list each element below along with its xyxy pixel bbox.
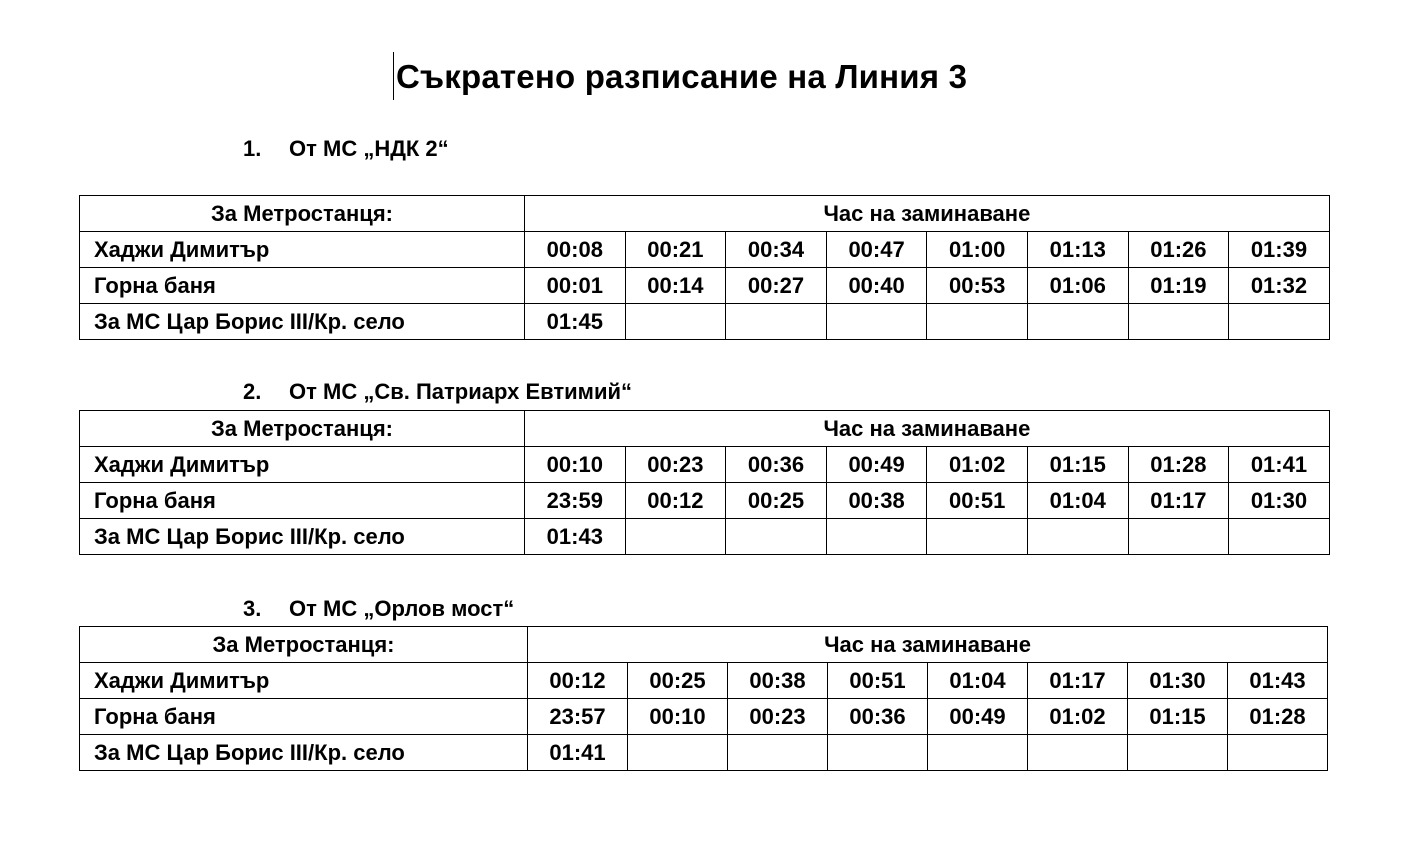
- time-cell: 00:12: [528, 663, 628, 699]
- time-cell: 00:27: [726, 268, 827, 304]
- time-cell: 00:10: [525, 447, 626, 483]
- table-header-row: [80, 196, 1330, 232]
- time-cell: 00:23: [625, 447, 726, 483]
- section-number: 1.: [243, 136, 262, 161]
- station-cell: Хаджи Димитър: [80, 447, 525, 483]
- header-times-cell: Час на заминаване: [525, 196, 1330, 232]
- time-cell: 00:08: [525, 232, 626, 268]
- time-cell: 01:41: [528, 735, 628, 771]
- station-cell: За МС Цар Борис III/Кр. село: [80, 735, 528, 771]
- time-cell: 00:40: [826, 268, 927, 304]
- station-cell: Горна баня: [80, 268, 525, 304]
- time-cell: 01:17: [1028, 663, 1128, 699]
- time-cell: [928, 735, 1028, 771]
- time-cell: 00:38: [826, 483, 927, 519]
- station-cell: Хаджи Димитър: [80, 232, 525, 268]
- table-row: [80, 699, 1328, 735]
- time-cell: 00:21: [625, 232, 726, 268]
- time-cell: 00:51: [828, 663, 928, 699]
- time-cell: [726, 304, 827, 340]
- time-cell: [927, 304, 1028, 340]
- table-row: [80, 232, 1330, 268]
- time-cell: 00:10: [628, 699, 728, 735]
- time-cell: 01:43: [1228, 663, 1328, 699]
- time-cell: [826, 519, 927, 555]
- time-cell: 01:43: [525, 519, 626, 555]
- time-cell: 01:28: [1128, 447, 1229, 483]
- time-cell: [625, 304, 726, 340]
- time-cell: 01:17: [1128, 483, 1229, 519]
- time-cell: [1128, 519, 1229, 555]
- time-cell: 00:25: [726, 483, 827, 519]
- table-row: [80, 519, 1330, 555]
- header-station-cell: За Метростанця:: [80, 411, 525, 447]
- schedule-table-3: [79, 626, 1328, 771]
- time-cell: 01:04: [928, 663, 1028, 699]
- schedule-table-2: [79, 410, 1330, 555]
- table-row: [80, 268, 1330, 304]
- time-cell: [1027, 519, 1128, 555]
- section-number: 3.: [243, 596, 262, 621]
- time-cell: 00:25: [628, 663, 728, 699]
- time-cell: 01:02: [1028, 699, 1128, 735]
- header-station-cell: За Метростанця:: [80, 627, 528, 663]
- time-cell: [826, 304, 927, 340]
- time-cell: [1229, 304, 1330, 340]
- time-cell: 23:57: [528, 699, 628, 735]
- time-cell: [1028, 735, 1128, 771]
- time-cell: [1228, 735, 1328, 771]
- time-cell: 01:26: [1128, 232, 1229, 268]
- time-cell: 01:00: [927, 232, 1028, 268]
- time-cell: 01:13: [1027, 232, 1128, 268]
- text-cursor: [393, 52, 394, 100]
- time-cell: 00:01: [525, 268, 626, 304]
- station-cell: Хаджи Димитър: [80, 663, 528, 699]
- time-cell: [927, 519, 1028, 555]
- time-cell: 00:34: [726, 232, 827, 268]
- time-cell: [726, 519, 827, 555]
- time-cell: 00:49: [928, 699, 1028, 735]
- section-heading-1: [243, 136, 449, 162]
- time-cell: 01:30: [1229, 483, 1330, 519]
- section-heading-3: [243, 596, 514, 622]
- time-cell: 01:15: [1027, 447, 1128, 483]
- time-cell: 01:28: [1228, 699, 1328, 735]
- time-cell: 00:49: [826, 447, 927, 483]
- schedule-table-1: [79, 195, 1330, 340]
- header-times-cell: Час на заминаване: [525, 411, 1330, 447]
- section-title: От МС „Св. Патриарх Евтимий“: [289, 379, 633, 404]
- time-cell: 01:30: [1128, 663, 1228, 699]
- section-title: От МС „НДК 2“: [289, 136, 449, 161]
- time-cell: 00:38: [728, 663, 828, 699]
- time-cell: [1128, 304, 1229, 340]
- time-cell: [625, 519, 726, 555]
- header-station-cell: За Метростанця:: [80, 196, 525, 232]
- table-row: [80, 447, 1330, 483]
- time-cell: 00:12: [625, 483, 726, 519]
- section-title: От МС „Орлов мост“: [289, 596, 515, 621]
- time-cell: 00:36: [726, 447, 827, 483]
- station-cell: Горна баня: [80, 483, 525, 519]
- time-cell: [1229, 519, 1330, 555]
- time-cell: [1128, 735, 1228, 771]
- time-cell: [1027, 304, 1128, 340]
- time-cell: [728, 735, 828, 771]
- time-cell: 00:14: [625, 268, 726, 304]
- time-cell: 00:47: [826, 232, 927, 268]
- time-cell: 01:19: [1128, 268, 1229, 304]
- time-cell: 00:23: [728, 699, 828, 735]
- table-row: [80, 663, 1328, 699]
- time-cell: 01:15: [1128, 699, 1228, 735]
- time-cell: 00:51: [927, 483, 1028, 519]
- time-cell: 01:41: [1229, 447, 1330, 483]
- time-cell: 01:06: [1027, 268, 1128, 304]
- section-heading-2: [243, 379, 632, 405]
- time-cell: 00:53: [927, 268, 1028, 304]
- station-cell: За МС Цар Борис III/Кр. село: [80, 519, 525, 555]
- time-cell: 01:02: [927, 447, 1028, 483]
- time-cell: 01:39: [1229, 232, 1330, 268]
- document-title: Съкратено разписание на Линия 3: [396, 58, 968, 95]
- table-header-row: [80, 627, 1328, 663]
- section-number: 2.: [243, 379, 262, 404]
- station-cell: За МС Цар Борис III/Кр. село: [80, 304, 525, 340]
- time-cell: 01:32: [1229, 268, 1330, 304]
- header-times-cell: Час на заминаване: [528, 627, 1328, 663]
- table-header-row: [80, 411, 1330, 447]
- time-cell: [828, 735, 928, 771]
- table-row: [80, 483, 1330, 519]
- time-cell: 00:36: [828, 699, 928, 735]
- table-row: [80, 735, 1328, 771]
- time-cell: 01:04: [1027, 483, 1128, 519]
- table-row: [80, 304, 1330, 340]
- station-cell: Горна баня: [80, 699, 528, 735]
- time-cell: 23:59: [525, 483, 626, 519]
- time-cell: 01:45: [525, 304, 626, 340]
- time-cell: [628, 735, 728, 771]
